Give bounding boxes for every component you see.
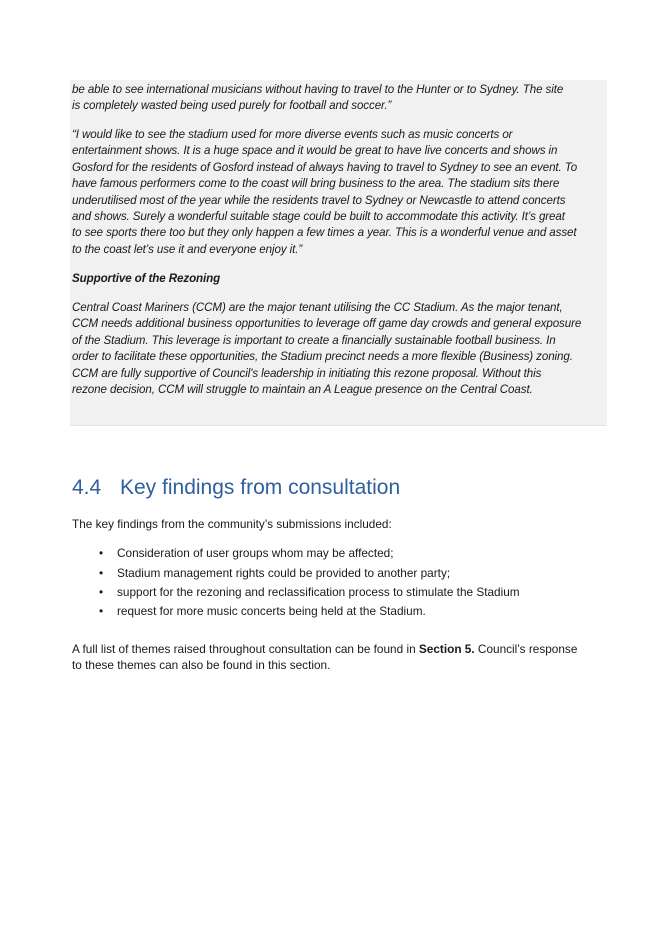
para-line: of the Stadium. This leverage is important to create a financially sustainable football business. In [72, 333, 556, 347]
quote-line: Gosford for the residents of Gosford instead of always having to travel to Sydney to see an event. To [72, 160, 578, 174]
list-item-text: Stadium management rights could be provided to another party; [117, 566, 451, 580]
quote-line: to see sports there too but they only happen a few times a year. This is a wonderful venue and asset [72, 226, 577, 240]
bullet-icon: • [99, 604, 104, 618]
quote-line: have famous performers come to the coast will bring business to the area. The stadium sits there [72, 177, 560, 191]
closing-text: Council’s response [474, 642, 578, 656]
para-line: CCM are fully supportive of Council's leadership in initiating this rezone proposal. Without this [72, 366, 542, 380]
section-reference: Section 5. [418, 642, 475, 656]
closing-line: to these themes can also be found in this section. [72, 658, 331, 672]
para-line: CCM needs additional business opportunities to leverage off game day crowds and general exposure [72, 317, 582, 331]
closing-line [72, 641, 577, 657]
para-line: order to facilitate these opportunities, the Stadium precinct needs a more flexible (Business) zoning. [72, 350, 573, 364]
quote-line: and shows. Surely a wonderful suitable stage could be built to accommodate this activity. It’s great [72, 210, 565, 223]
closing-text: A full list of themes raised throughout consultation can be found in [72, 642, 419, 656]
quote-line: to the coast let’s use it and everyone enjoy it.” [72, 242, 303, 256]
quote-box [70, 80, 607, 426]
quote-line: is completely wasted being used purely for football and soccer.” [72, 99, 392, 112]
subheading: Supportive of the Rezoning [72, 272, 221, 285]
list-item [99, 565, 450, 581]
list-item [99, 603, 426, 619]
para-line: Central Coast Mariners (CCM) are the major tenant utilising the CC Stadium. As the major tenant, [72, 301, 563, 314]
bullet-icon: • [99, 546, 104, 560]
list-item-text: request for more music concerts being held at the Stadium. [117, 604, 426, 618]
list-item [99, 584, 520, 600]
intro-text: The key findings from the community’s submissions included: [72, 517, 392, 531]
para-line: rezone decision, CCM will struggle to maintain an A League presence on the Central Coast. [72, 383, 533, 396]
list-item [99, 545, 394, 561]
section-number: 4.4 [72, 476, 102, 499]
bullet-icon: • [99, 566, 104, 580]
bullet-icon: • [99, 585, 104, 599]
quote-line: “I would like to see the stadium used for more diverse events such as music concerts or [72, 128, 513, 141]
quote-line: underutilised most of the year while the residents travel to Sydney or Newcastle to attend concerts [72, 193, 566, 207]
section-heading [72, 476, 400, 500]
quote-line: be able to see international musicians without having to travel to the Hunter or to Sydney. The site [72, 83, 564, 96]
section-title: Key findings from consultation [120, 476, 401, 499]
list-item-text: support for the rezoning and reclassification process to stimulate the Stadium [117, 585, 520, 599]
quote-line: entertainment shows. It is a huge space and it would be great to have live concerts and shows in [72, 144, 558, 158]
list-item-text: Consideration of user groups whom may be affected; [117, 546, 394, 560]
